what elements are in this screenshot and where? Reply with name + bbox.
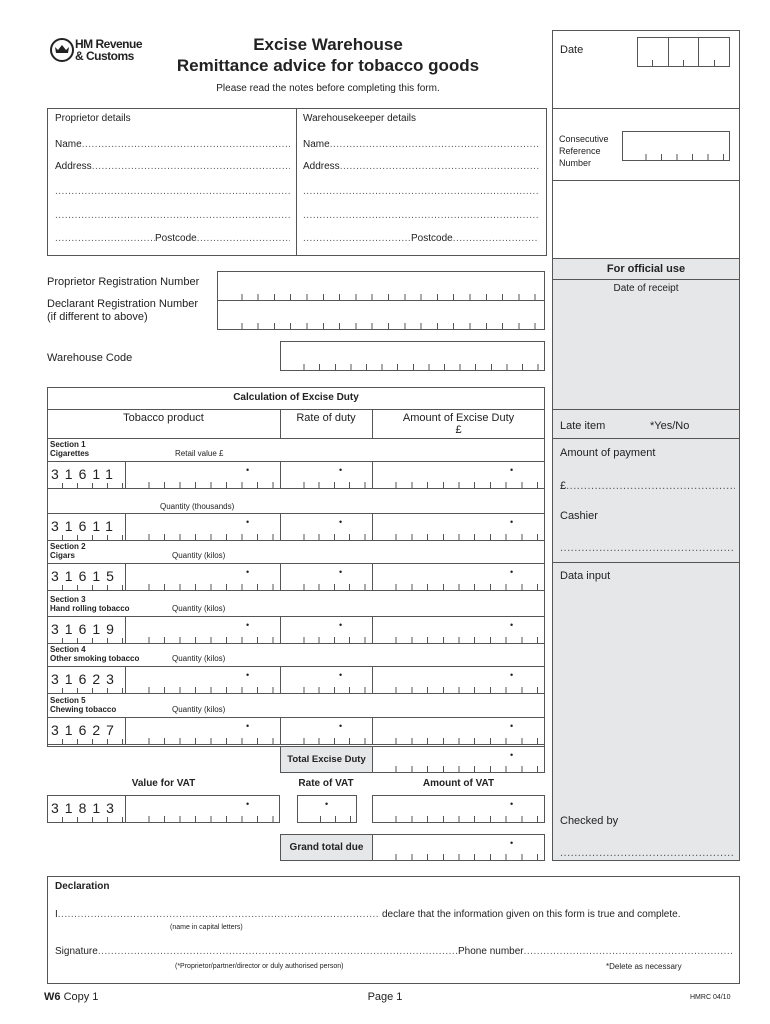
signature-note: (*Proprietor/partner/director or duly authorised person) (175, 963, 344, 970)
warehouse-code-input[interactable] (280, 341, 545, 371)
value-for-vat-label: Value for VAT (131, 778, 196, 789)
section-label: Section 5 Chewing tobacco (50, 696, 117, 714)
declarant-reg-note: (if different to above) (47, 311, 148, 323)
quantity-input[interactable]: • (125, 563, 281, 591)
crn-label: Consecutive Reference Number (559, 134, 609, 168)
instructions: Please read the notes before completing this form. (216, 83, 440, 94)
phone-number-field[interactable]: Phone number ..... (458, 946, 733, 958)
duty-amount-input[interactable]: • (372, 717, 545, 745)
measure-label: Quantity (thousands) (160, 502, 235, 511)
warehousekeeper-heading: Warehousekeeper details (303, 113, 417, 124)
quantity-input[interactable]: • (125, 717, 281, 745)
product-code: 31627 (47, 717, 126, 745)
proprietor-address-line3[interactable] (55, 210, 290, 222)
warehousekeeper-address-field[interactable]: Address ..... (303, 161, 539, 173)
amount-of-payment-label: Amount of payment (560, 447, 656, 459)
warehouse-code-label: Warehouse Code (47, 352, 133, 364)
payment-amount-field[interactable]: £ ..... (560, 480, 735, 492)
quantity-input[interactable]: • (125, 513, 281, 541)
rate-input[interactable]: • (280, 717, 373, 745)
proprietor-address-line4[interactable] (55, 233, 155, 245)
page-number: Page 1 (367, 991, 403, 1003)
product-code: 31619 (47, 616, 126, 644)
declarant-name-field[interactable]: I ..... (55, 909, 380, 921)
measure-label: Quantity (kilos) (172, 604, 226, 613)
vat-code: 31813 (47, 795, 126, 823)
form-title: Excise Warehouse (253, 35, 403, 54)
declarant-reg-input[interactable] (217, 300, 545, 330)
checked-by-label: Checked by (560, 815, 619, 827)
quantity-input[interactable]: • (125, 461, 281, 489)
proprietor-name-field[interactable]: Name ..... (55, 139, 290, 151)
rate-input[interactable]: • (280, 461, 373, 489)
rate-input[interactable]: • (280, 616, 373, 644)
logo-line1: HM Revenue (75, 37, 143, 51)
grand-total-input[interactable]: • (372, 834, 545, 861)
official-use-heading: For official use (606, 263, 686, 275)
measure-label: Quantity (kilos) (172, 654, 226, 663)
calculation-title: Calculation of Excise Duty (233, 392, 359, 403)
name-note: (name in capital letters) (170, 924, 243, 931)
product-code: 31611 (47, 513, 126, 541)
duty-amount-input[interactable]: • (372, 461, 545, 489)
section-label: Section 3 Hand rolling tobacco (50, 595, 130, 613)
signature-field[interactable]: Signature ..... (55, 946, 457, 958)
duty-amount-input[interactable]: • (372, 563, 545, 591)
quantity-input[interactable]: • (125, 666, 281, 694)
proprietor-heading: Proprietor details (55, 113, 131, 124)
duty-amount-input[interactable]: • (372, 666, 545, 694)
section-label: Section 4 Other smoking tobacco (50, 645, 140, 663)
vat-rate-input[interactable]: • (297, 795, 357, 823)
rate-input[interactable]: • (280, 563, 373, 591)
declarant-reg-label: Declarant Registration Number (47, 298, 199, 310)
total-excise-duty-input[interactable]: • (372, 746, 545, 773)
duty-amount-input[interactable]: • (372, 616, 545, 644)
proprietor-address-line2[interactable] (55, 186, 290, 198)
crown-icon (50, 38, 74, 62)
proprietor-reg-input[interactable] (217, 271, 545, 301)
product-code: 31615 (47, 563, 126, 591)
product-code: 31623 (47, 666, 126, 694)
cashier-label: Cashier (560, 510, 598, 522)
total-excise-duty-label: Total Excise Duty (280, 746, 373, 773)
cashier-field[interactable] (560, 542, 735, 554)
form-id: W6 Copy 1 (44, 991, 99, 1003)
rate-input[interactable]: • (280, 513, 373, 541)
data-input-label: Data input (560, 570, 611, 582)
date-of-receipt-label: Date of receipt (613, 283, 679, 294)
date-label: Date (560, 44, 584, 56)
rate-input[interactable]: • (280, 666, 373, 694)
measure-label: Quantity (kilos) (172, 705, 226, 714)
col-rate-of-duty: Rate of duty (296, 412, 356, 424)
quantity-input[interactable]: • (125, 616, 281, 644)
duty-amount-input[interactable]: • (372, 513, 545, 541)
rate-of-vat-label: Rate of VAT (298, 778, 354, 789)
logo-line2: & Customs (75, 49, 134, 63)
checked-by-field[interactable] (560, 847, 735, 859)
warehousekeeper-name-field[interactable]: Name ..... (303, 139, 539, 151)
section-label: Section 1 Cigarettes (50, 440, 90, 458)
vat-amount-input[interactable]: • (372, 795, 545, 823)
delete-note: *Delete as necessary (606, 962, 682, 971)
declaration-statement: declare that the information given on this form is true and complete. (382, 909, 681, 920)
warehousekeeper-address-line4[interactable] (303, 233, 411, 245)
form-version: HMRC 04/10 (690, 994, 731, 1001)
grand-total-label: Grand total due (280, 834, 373, 861)
proprietor-address-field[interactable]: Address ..... (55, 161, 290, 173)
product-code: 31611 (47, 461, 126, 489)
hmrc-logo (50, 37, 143, 64)
proprietor-postcode-field[interactable]: Postcode ..... (155, 233, 290, 245)
proprietor-reg-label: Proprietor Registration Number (47, 276, 200, 288)
warehousekeeper-address-line3[interactable] (303, 210, 539, 222)
section-label: Section 2 Cigars (50, 542, 86, 560)
date-input[interactable] (637, 37, 730, 67)
col-tobacco-product: Tobacco product (123, 412, 204, 424)
measure-label: Quantity (kilos) (172, 551, 226, 560)
warehousekeeper-postcode-field[interactable]: Postcode ..... (411, 233, 539, 245)
amount-of-vat-label: Amount of VAT (422, 778, 495, 789)
late-item-yesno[interactable]: *Yes/No (650, 420, 690, 432)
form-subtitle: Remittance advice for tobacco goods (176, 56, 480, 75)
official-use-panel (553, 258, 739, 860)
col-amount-of-duty: Amount of Excise Duty £ (402, 412, 515, 436)
declaration-heading: Declaration (55, 881, 110, 892)
late-item-label: Late item (560, 420, 606, 432)
vat-value-input[interactable]: • (125, 795, 280, 823)
warehousekeeper-address-line2[interactable] (303, 186, 539, 198)
measure-label: Retail value £ (175, 449, 224, 458)
crn-input[interactable] (622, 131, 730, 161)
